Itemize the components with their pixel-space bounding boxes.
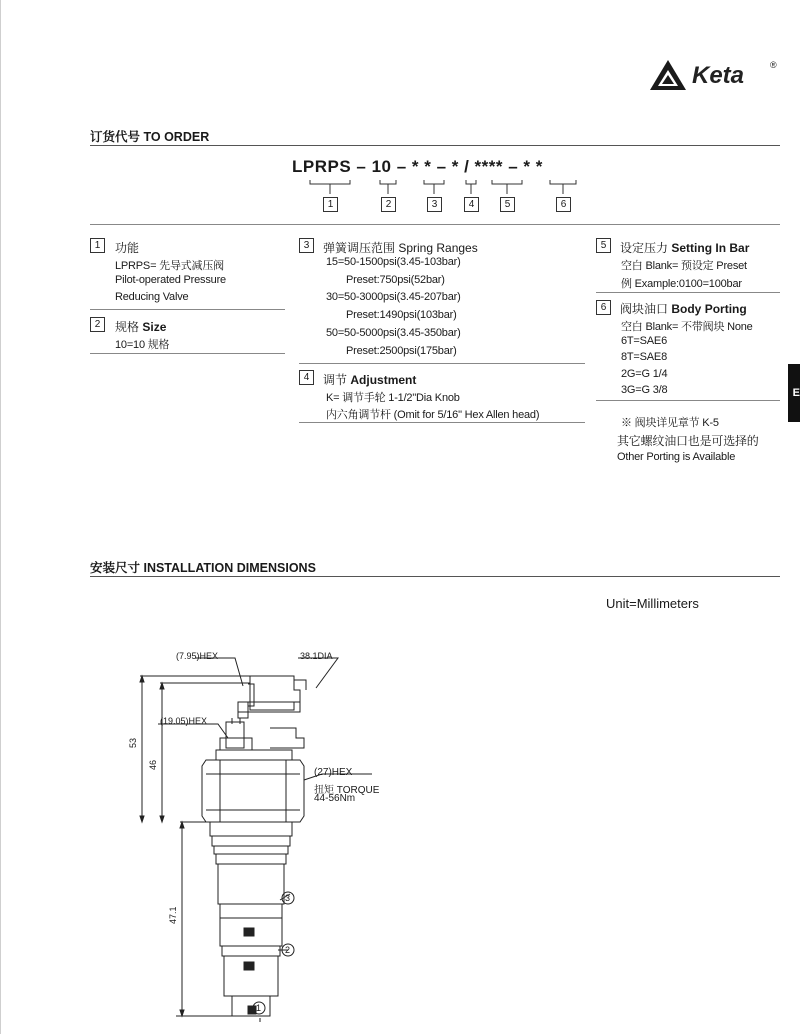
s5-num: 5 [596,238,611,253]
s4-num: 4 [299,370,314,385]
s4-line-1: K= 调节手轮 1-1/2"Dia Knob [326,392,460,404]
order-box-2: 2 [381,197,396,212]
s3-line-6: Preset:2500psi(175bar) [346,345,457,357]
order-box-1: 1 [323,197,338,212]
s1-line-3: Reducing Valve [115,291,189,303]
s2-title-cn: 规格 [115,320,140,334]
install-title-rule [90,576,780,577]
s6-line-4: 2G=G 1/4 [621,368,668,380]
port-3-label: 3 [285,893,291,903]
s2-rule [90,353,285,354]
unit-label: Unit=Millimeters [606,596,699,611]
valve-drawing [120,640,420,1030]
s6-rule [596,400,780,401]
s6-title-cn: 阀块油口 [620,302,669,316]
s6-num: 6 [596,300,611,315]
s3-line-3: 30=50-3000psi(3.45-207bar) [326,291,461,303]
order-code-brackets [300,176,600,216]
dim-height-47: 47.1 [168,906,178,924]
page-edge-line [0,0,1,1034]
logo-text: Keta [692,62,745,89]
s5-title-en: Setting In Bar [671,241,750,255]
order-code: LPRPS – 10 – * * – * / **** – * * [292,157,543,176]
s2-num: 2 [90,317,105,332]
chapter-tab: E [788,364,800,422]
s2-line-1: 10=10 规格 [115,339,170,351]
s6-line-5: 3G=G 3/8 [621,384,668,396]
s5-rule [596,292,780,293]
dim-hex-mid: (19.05)HEX [160,716,208,726]
note-line-3: Other Porting is Available [617,451,736,463]
order-box-4: 4 [464,197,479,212]
s3-rule [299,363,585,364]
order-box-5: 5 [500,197,515,212]
s4-title [323,371,416,388]
s5-title-cn: 设定压力 [620,241,669,255]
s2-title [115,318,166,335]
order-box-3: 3 [427,197,442,212]
note-line-1: ※ 阀块详见章节 K-5 [621,417,719,429]
s5-line-1: 空白 Blank= 预设定 Preset [621,260,747,272]
s3-line-4: Preset:1490psi(103bar) [346,309,457,321]
s5-line-2: 例 Example:0100=100bar [621,278,742,290]
dim-hex-body: (27)HEX [314,767,353,778]
s3-line-5: 50=50-5000psi(3.45-350bar) [326,327,461,339]
dim-hex-top: (7.95)HEX [176,651,219,661]
s1-line-1: LPRPS= 先导式减压阀 [115,260,224,272]
dim-height-46: 46 [148,759,158,770]
keta-logo-triangle-icon [648,58,688,94]
order-section-title: 订货代号 TO ORDER [90,130,210,144]
s6-line-2: 6T=SAE6 [621,335,667,347]
note-line-2: 其它螺纹油口也是可选择的 [617,434,759,448]
s4-title-en: Adjustment [350,373,417,387]
s1-title: 功能 [115,241,140,255]
port-1-label: 1 [256,1003,262,1013]
order-box-6: 6 [556,197,571,212]
s6-title-en: Body Porting [671,302,747,316]
port-2-label: 2 [285,945,291,955]
s4-title-cn: 调节 [323,373,348,387]
order-sections-top-rule [90,224,780,225]
s1-line-2: Pilot-operated Pressure [115,274,226,286]
s6-line-3: 8T=SAE8 [621,351,667,363]
s6-line-1: 空白 Blank= 不带阀块 None [621,321,753,333]
install-section-title: 安装尺寸 INSTALLATION DIMENSIONS [90,561,316,575]
s3-line-1: 15=50-1500psi(3.45-103bar) [326,256,461,268]
s3-line-2: Preset:750psi(52bar) [346,274,445,286]
s3-num: 3 [299,238,314,253]
dim-torque-label: 扭矩 TORQUE [314,785,380,796]
s1-num: 1 [90,238,105,253]
s6-title [620,300,747,317]
keta-logo [648,56,788,96]
order-title-rule [90,145,780,146]
s4-line-2: 内六角调节杆 (Omit for 5/16" Hex Allen head) [326,409,540,421]
s2-title-en: Size [142,320,167,334]
s5-title [620,239,749,256]
logo-registered: ® [770,60,777,70]
s1-rule [90,309,285,310]
dim-torque-value: 44-56Nm [314,793,356,804]
s3-title: 弹簧调压范围 Spring Ranges [323,241,478,255]
s4-rule [299,422,585,423]
dim-dia: 38.1DIA [300,651,333,661]
dim-height-53: 53 [128,737,138,748]
